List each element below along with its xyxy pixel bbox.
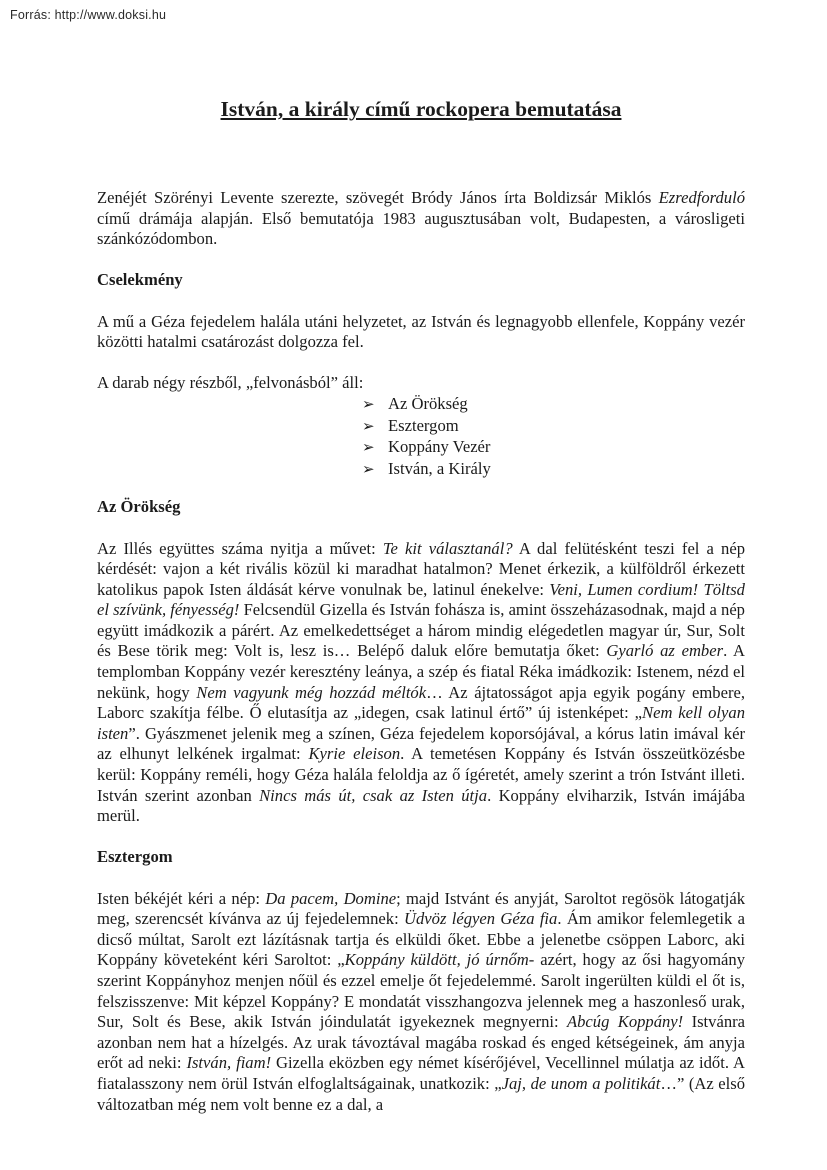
list-item-label: István, a Király bbox=[388, 458, 491, 478]
source-url-note: Forrás: http://www.doksi.hu bbox=[10, 8, 167, 22]
esztergom-paragraph: Isten békéjét kéri a nép: Da pacem, Domine; majd Istvánt és anyját, Saroltot regösök látogatják meg, szerencsét kívánva az új fejedelemnek: Üdvöz légyen Géza fia. Ám amikor felemlegetik a dicső múltat, Sarolt ezt lázításnak tartja és elküldi őket. Ebbe a jelenetbe csöppen Laborc, aki Koppány követeként kéri Saroltot: „Koppány küldött, jó úrnőm- azért, hogy az ősi hagyomány szerint Koppányhoz menjen nőül és ezzel emelje őt fejedelemmé. Sarolt ingerülten küldi el őt is, felszisszenve: Mit képzel Koppány? E mondatát visszhangozva jelennek meg a haszonleső urak, Sur, Solt és Bese, akik István jóindulatát igyekeznek megnyerni: Abcúg Koppány! Istvánra azonban nem hat a hízelgés. Az urak távoztával magába roskad és enged kétségeinek, ám anyja erőt ad neki: István, fiam! Gizella eközben egy német kísérőjével, Vecellinnel múlatja az időt. A fiatalasszony nem örül István elfoglaltságainak, unatkozik: „Jaj, de unom a politikát…” (Az első változatban még nem volt benne ez a dal, a bbox=[97, 888, 746, 1114]
list-item bbox=[362, 416, 745, 438]
orokseg-paragraph: Az Illés együttes száma nyitja a művet: Te kit választanál? A dal felütésként teszi fel a nép kérdését: vajon a két rivális közül ki maradhat hatalmon? Menet érkezik, a külföldről érkezett katolikus papok Isten áldását kérve vonulnak be, latinul énekelve: Veni, Lumen cordium! Töltsd el szívünk, fényesség! Felcsendül Gizella és István fohásza is, amint összeházasodnak, majd a nép együtt imádkozik a párért. Az emelkedettséget a három mindig elégedetlen magyar úr, Sur, Solt és Bese törik meg: Volt is, lesz is… Belépő daluk előre bemutatja őket: Gyarló az ember. A templomban Koppány vezér keresztény leánya, a szép és fiatal Réka imádkozik: Istenem, nézd el nekünk, hogy Nem vagyunk még hozzád méltók… Az ájtatosságot apja egyik pogány embere, Laborc szakítja félbe. Ő elutasítja az „idegen, csak latinul értő” új istenképet: „Nem kell olyan isten”. Gyászmenet jelenik meg a színen, Géza fejedelem koporsójával, a kórus latin imával kér az elhunyt lelkének irgalmat: Kyrie eleison. A temetésen Koppány és István összeütközésbe kerül: Koppány reméli, hogy Géza halála feloldja az ő ígéretét, amely szerint a trón Istvánt illeti. István szerint azonban Nincs más út, csak az Isten útja. Koppány elviharzik, István imájába merül. bbox=[97, 538, 746, 826]
arrow-bullet-icon: ➢ bbox=[362, 418, 375, 435]
section-heading-orokseg: Az Örökség bbox=[97, 497, 181, 517]
list-item-label: Az Örökség bbox=[388, 393, 468, 413]
arrow-bullet-icon: ➢ bbox=[362, 396, 375, 413]
section-heading-cselekmeny: Cselekmény bbox=[97, 270, 183, 290]
document-content bbox=[97, 96, 745, 1136]
arrow-bullet-icon: ➢ bbox=[362, 440, 375, 457]
list-item-label: Koppány Vezér bbox=[388, 437, 491, 457]
list-item bbox=[362, 394, 745, 416]
list-item bbox=[362, 459, 745, 481]
page-title: István, a király című rockopera bemutatása bbox=[220, 97, 622, 121]
intro-paragraph: Zenéjét Szörényi Levente szerezte, szövegét Bródy János írta Boldizsár Miklós Ezredforduló című drámája alapján. Első bemutatója 1983 augusztusában volt, Budapesten, a városligeti szánkózódombon. bbox=[97, 188, 745, 249]
section-heading-esztergom: Esztergom bbox=[97, 847, 173, 867]
list-item bbox=[362, 437, 745, 459]
acts-list bbox=[362, 394, 745, 480]
acts-list-intro: A darab négy részből, „felvonásból” áll: bbox=[97, 373, 364, 393]
cselekmeny-paragraph: A mű a Géza fejedelem halála utáni helyzetet, az István és legnagyobb ellenfele, Koppány vezér közötti hatalmi csatározást dolgozza fel. bbox=[97, 311, 745, 352]
arrow-bullet-icon: ➢ bbox=[362, 461, 375, 478]
list-item-label: Esztergom bbox=[388, 415, 459, 435]
